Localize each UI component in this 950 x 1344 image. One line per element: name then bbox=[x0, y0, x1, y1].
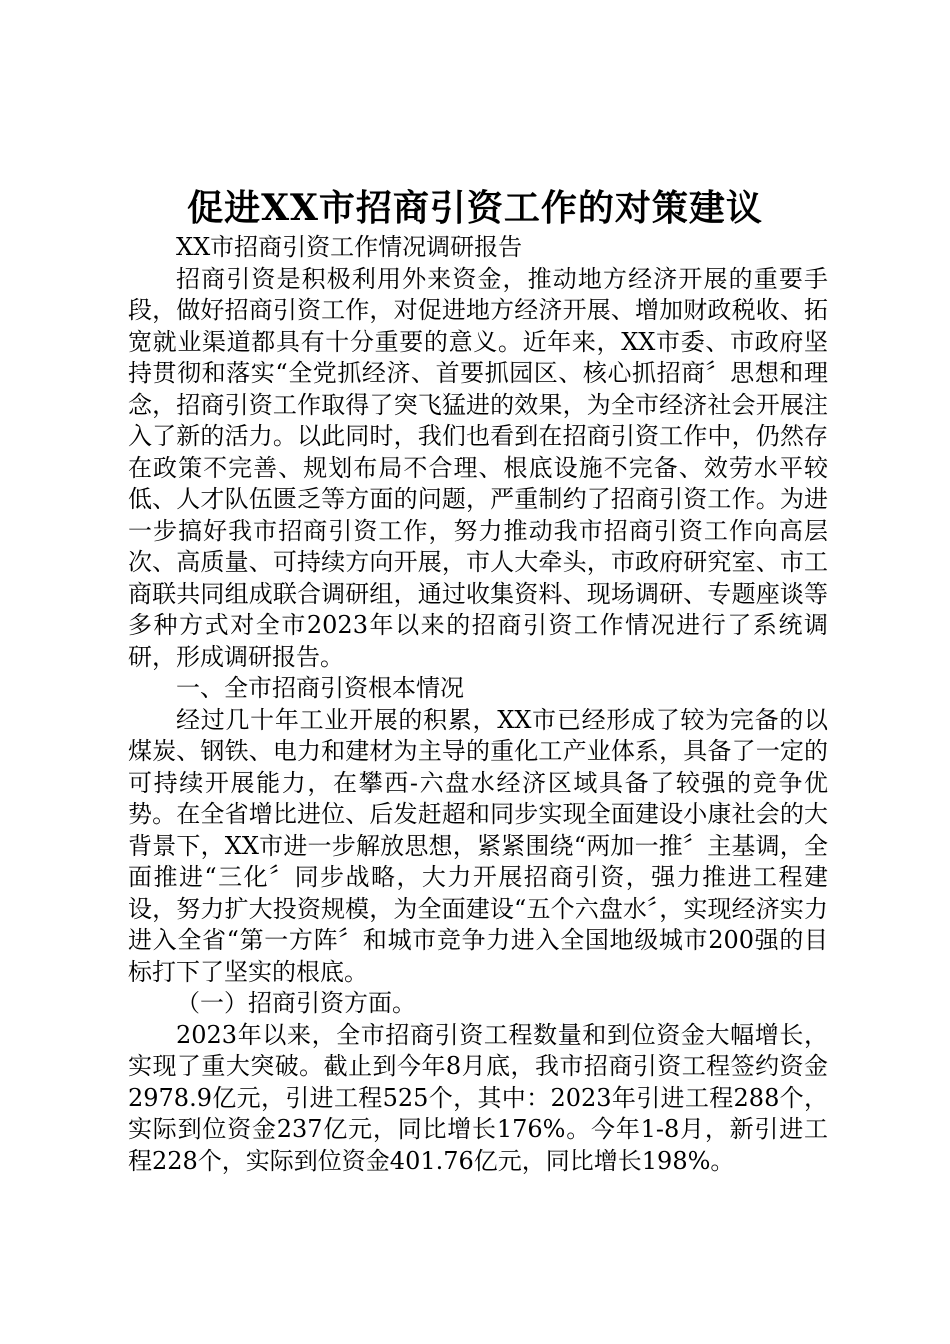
document-title: 促进XX市招商引资工作的对策建议 bbox=[187, 187, 763, 229]
subtitle-paragraph: XX市招商引资工作情况调研报告 bbox=[176, 233, 523, 261]
section-heading-1: 一、全市招商引资根本情况 bbox=[176, 674, 464, 702]
section-1-paragraph: 经过几十年工业开展的积累，XX市已经形成了较为完备的以煤炭、钢铁、电力和建材为主导的重化工产业体系，具备了一定的可持续开展能力，在攀西-六盘水经济区域具备了较强的竞争优势。在全省增比进位、后发赶超和同步实现全面建设小康社会的大背景下，XX市进一步解放思想，紧紧围绕“两加一推〞主基调，全面推进“三化〞同步战略，大力开展招商引资，强力推进工程建设，努力扩大投资规模，为全面建设“五个六盘水〞，实现经济实力进入全省“第一方阵〞和城市竞争力进入全国地级城市200强的目标打下了坚实的根底。 bbox=[128, 705, 828, 986]
subsection-heading-1: （一）招商引资方面。 bbox=[176, 989, 416, 1017]
document-body bbox=[128, 232, 828, 1177]
subsection-1-paragraph: 2023年以来，全市招商引资工程数量和到位资金大幅增长，实现了重大突破。截止到今年8月底，我市招商引资工程签约资金2978.9亿元，引进工程525个，其中：2023年引进工程288个，实际到位资金237亿元，同比增长176%。今年1-8月，新引进工程228个，实际到位资金401.76亿元，同比增长198%。 bbox=[128, 1020, 828, 1175]
intro-paragraph: 招商引资是积极利用外来资金，推动地方经济开展的重要手段，做好招商引资工作，对促进地方经济开展、增加财政税收、拓宽就业渠道都具有十分重要的意义。近年来，XX市委、市政府坚持贯彻和落实“全党抓经济、首要抓园区、核心抓招商〞思想和理念，招商引资工作取得了突飞猛进的效果，为全市经济社会开展注入了新的活力。以此同时，我们也看到在招商引资工作中，仍然存在政策不完善、规划布局不合理、根底设施不完备、效劳水平较低、人才队伍匮乏等方面的问题，严重制约了招商引资工作。为进一步搞好我市招商引资工作，努力推动我市招商引资工作向高层次、高质量、可持续方向开展，市人大牵头，市政府研究室、市工商联共同组成联合调研组，通过收集资料、现场调研、专题座谈等多种方式对全市2023年以来的招商引资工作情况进行了系统调研，形成调研报告。 bbox=[128, 264, 828, 671]
